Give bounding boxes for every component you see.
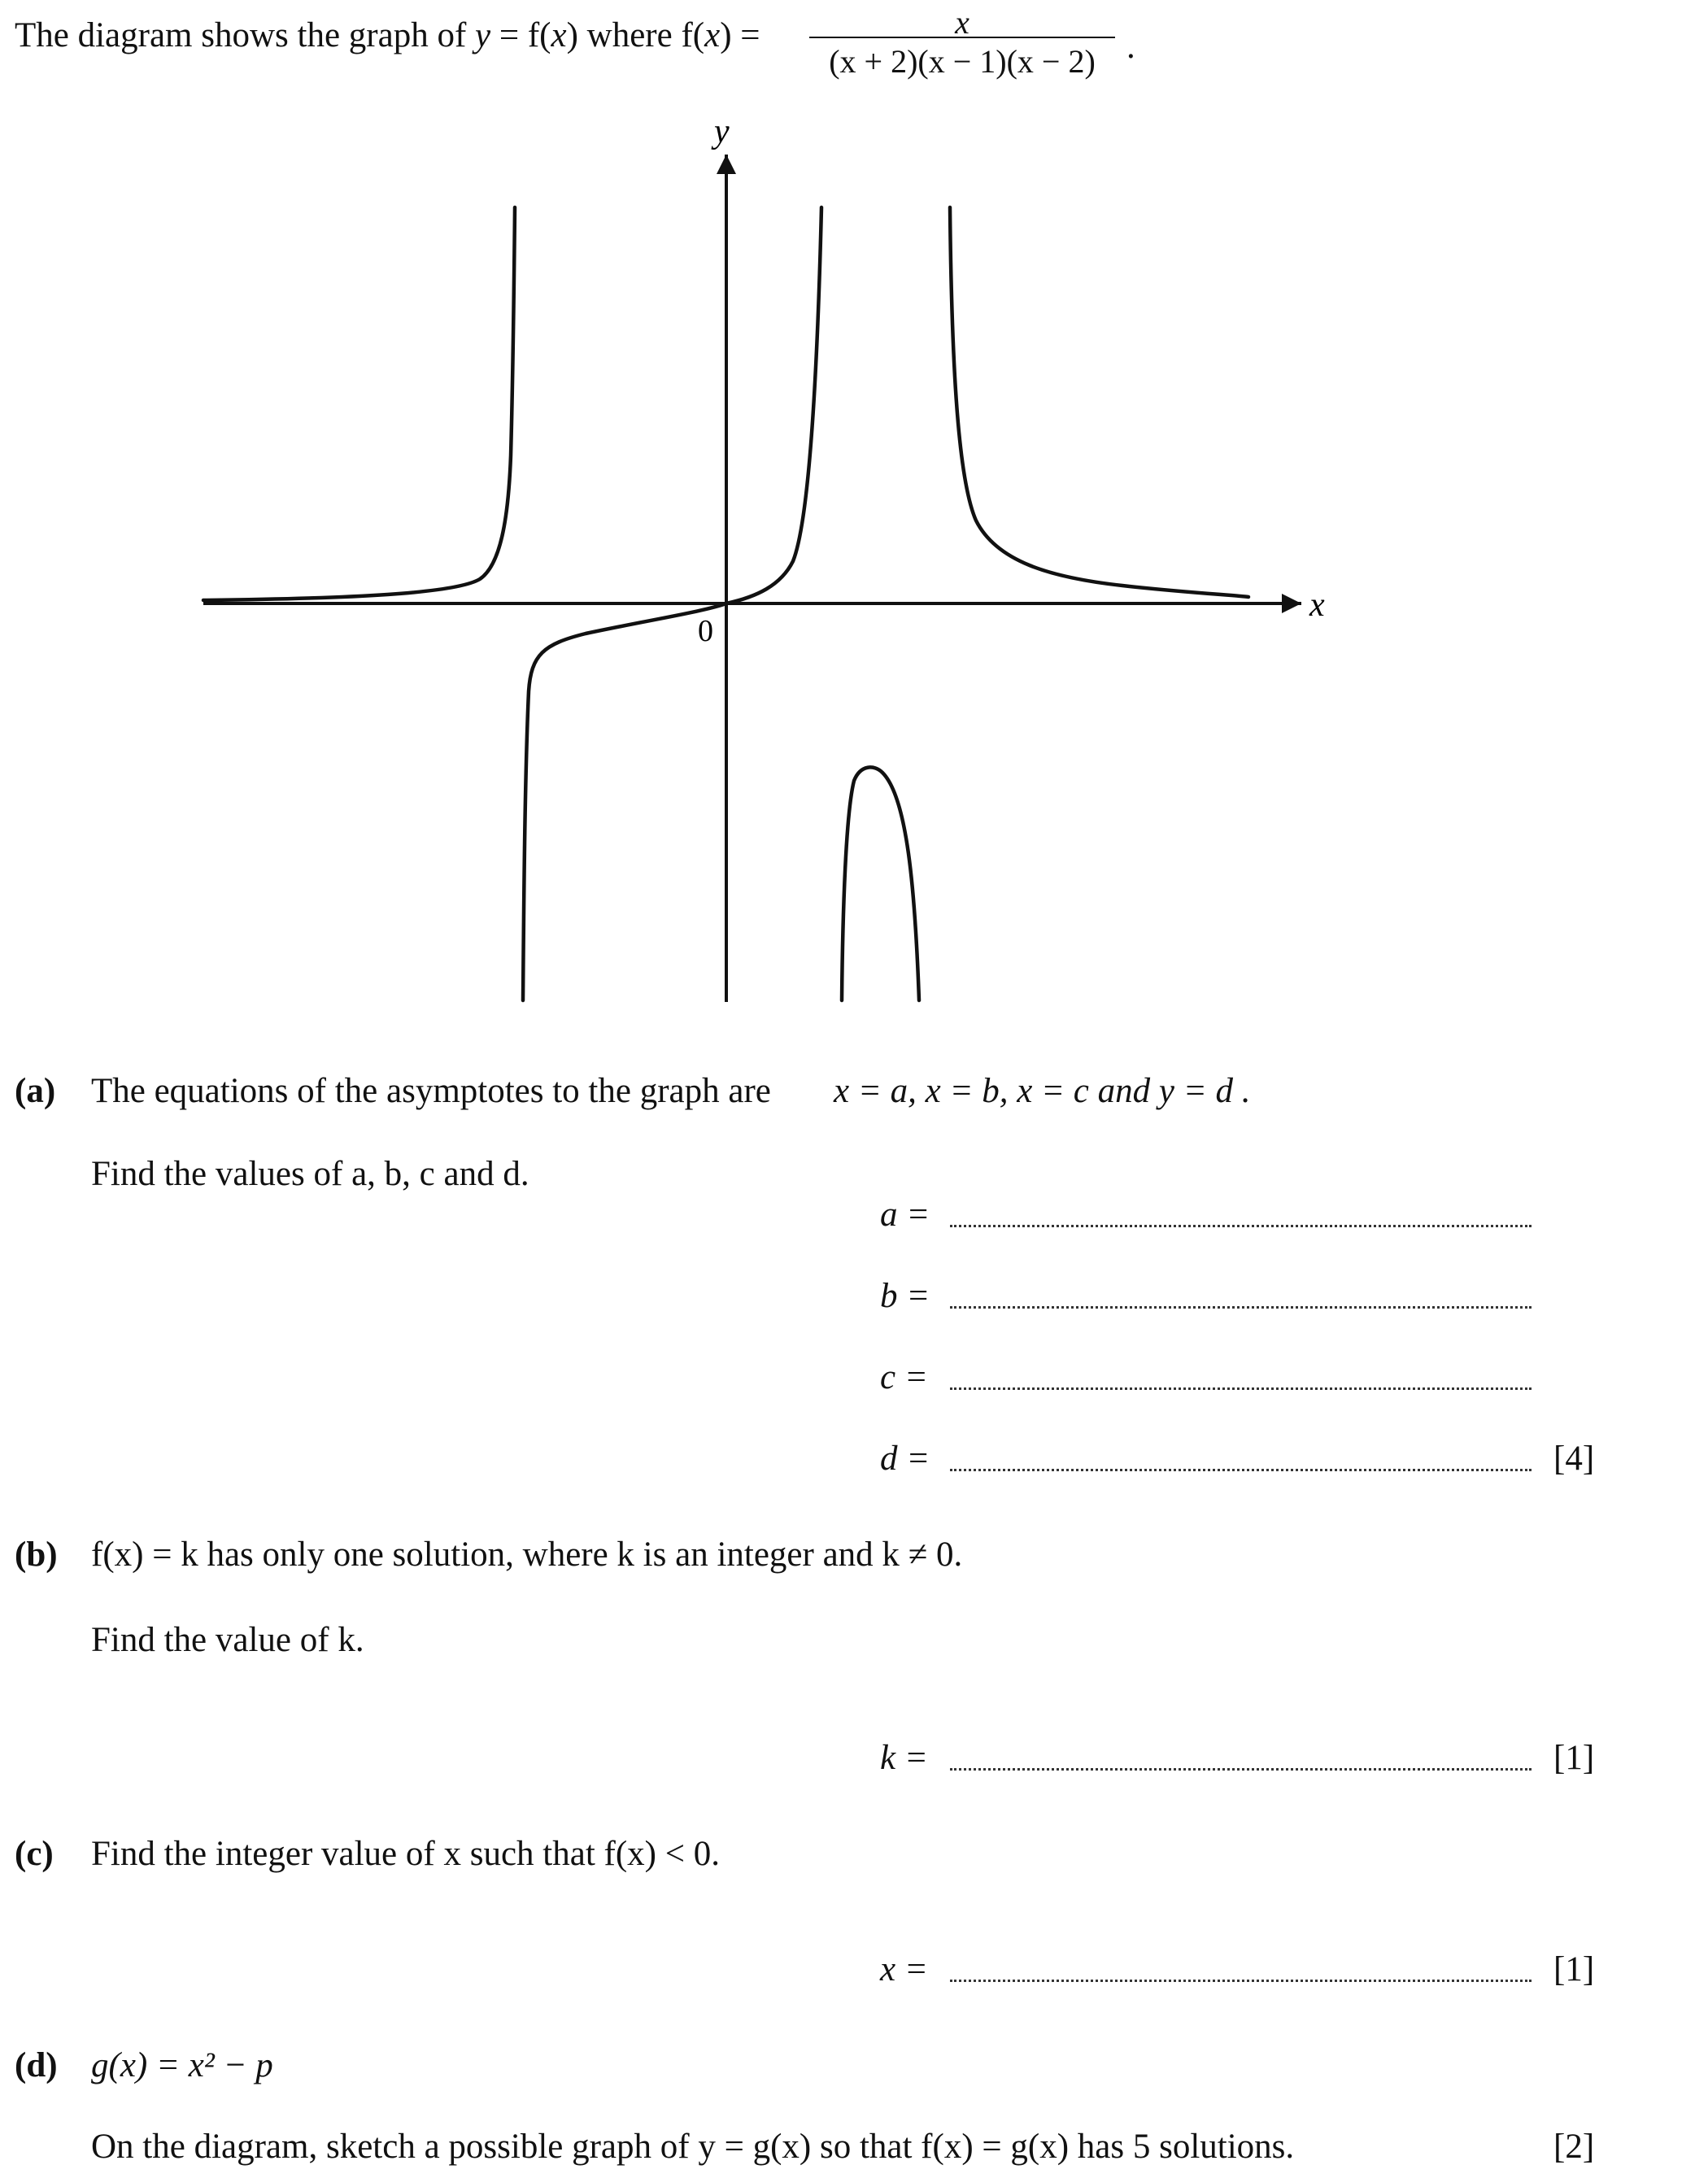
origin-label: 0 xyxy=(698,614,713,648)
part-a-equations: x = a, x = b, x = c and y = d . xyxy=(834,1072,1251,1110)
answer-x-label: x = xyxy=(880,1950,928,1989)
intro-eq2: ) where f( xyxy=(566,16,705,54)
part-d-instruction: On the diagram, sketch a possible graph of y = g(x) so that f(x) = g(x) has 5 solutions. xyxy=(91,2128,1295,2166)
part-c-marks: [1] xyxy=(1553,1950,1595,1989)
curve-branch-right xyxy=(950,207,1248,597)
y-axis-label: y xyxy=(714,113,730,150)
fraction-numerator: x xyxy=(955,4,969,41)
function-graph xyxy=(0,0,1708,1041)
fraction-denominator: (x + 2)(x − 1)(x − 2) xyxy=(829,43,1096,80)
part-d-definition: g(x) = x² − p xyxy=(91,2046,273,2084)
part-a-label: (a) xyxy=(15,1072,56,1110)
part-d-marks: [2] xyxy=(1553,2128,1595,2166)
answer-b-label: b = xyxy=(880,1277,930,1315)
part-c-label: (c) xyxy=(15,1835,54,1873)
part-a-instruction: Find the values of a, b, c and d. xyxy=(91,1155,529,1193)
part-b-text: f(x) = k has only one solution, where k is an integer and k ≠ 0. xyxy=(91,1535,963,1574)
x-axis-label: x xyxy=(1309,586,1325,624)
intro-end-dot: . xyxy=(1126,28,1135,66)
part-b-marks: [1] xyxy=(1553,1739,1595,1777)
answer-k-line[interactable] xyxy=(950,1768,1532,1771)
intro-eq1: = f( xyxy=(490,16,551,54)
intro-text: The diagram shows the graph of xyxy=(15,16,467,54)
part-a-text: The equations of the asymptotes to the graph are xyxy=(91,1072,771,1110)
answer-a-line[interactable] xyxy=(950,1225,1532,1227)
intro-y-var: y xyxy=(475,16,491,54)
intro-eq3: ) = xyxy=(720,16,760,54)
curve-branch-left-upper xyxy=(203,207,515,600)
answer-d-label: d = xyxy=(880,1440,930,1478)
curve-branch-middle-lower xyxy=(842,767,919,1000)
intro-x-var-2: x xyxy=(704,16,721,54)
part-b-label: (b) xyxy=(15,1535,58,1574)
part-a-marks: [4] xyxy=(1553,1440,1595,1478)
part-b-instruction: Find the value of k. xyxy=(91,1621,364,1659)
part-d-label: (d) xyxy=(15,2046,58,2084)
answer-c-line[interactable] xyxy=(950,1387,1532,1390)
answer-d-line[interactable] xyxy=(950,1469,1532,1471)
answer-x-line[interactable] xyxy=(950,1980,1532,1982)
answer-b-line[interactable] xyxy=(950,1306,1532,1309)
answer-c-label: c = xyxy=(880,1358,928,1396)
answer-k-label: k = xyxy=(880,1739,928,1777)
answer-a-label: a = xyxy=(880,1196,930,1234)
part-c-text: Find the integer value of x such that f(x) < 0. xyxy=(91,1835,720,1873)
intro-x-var: x xyxy=(551,16,567,54)
